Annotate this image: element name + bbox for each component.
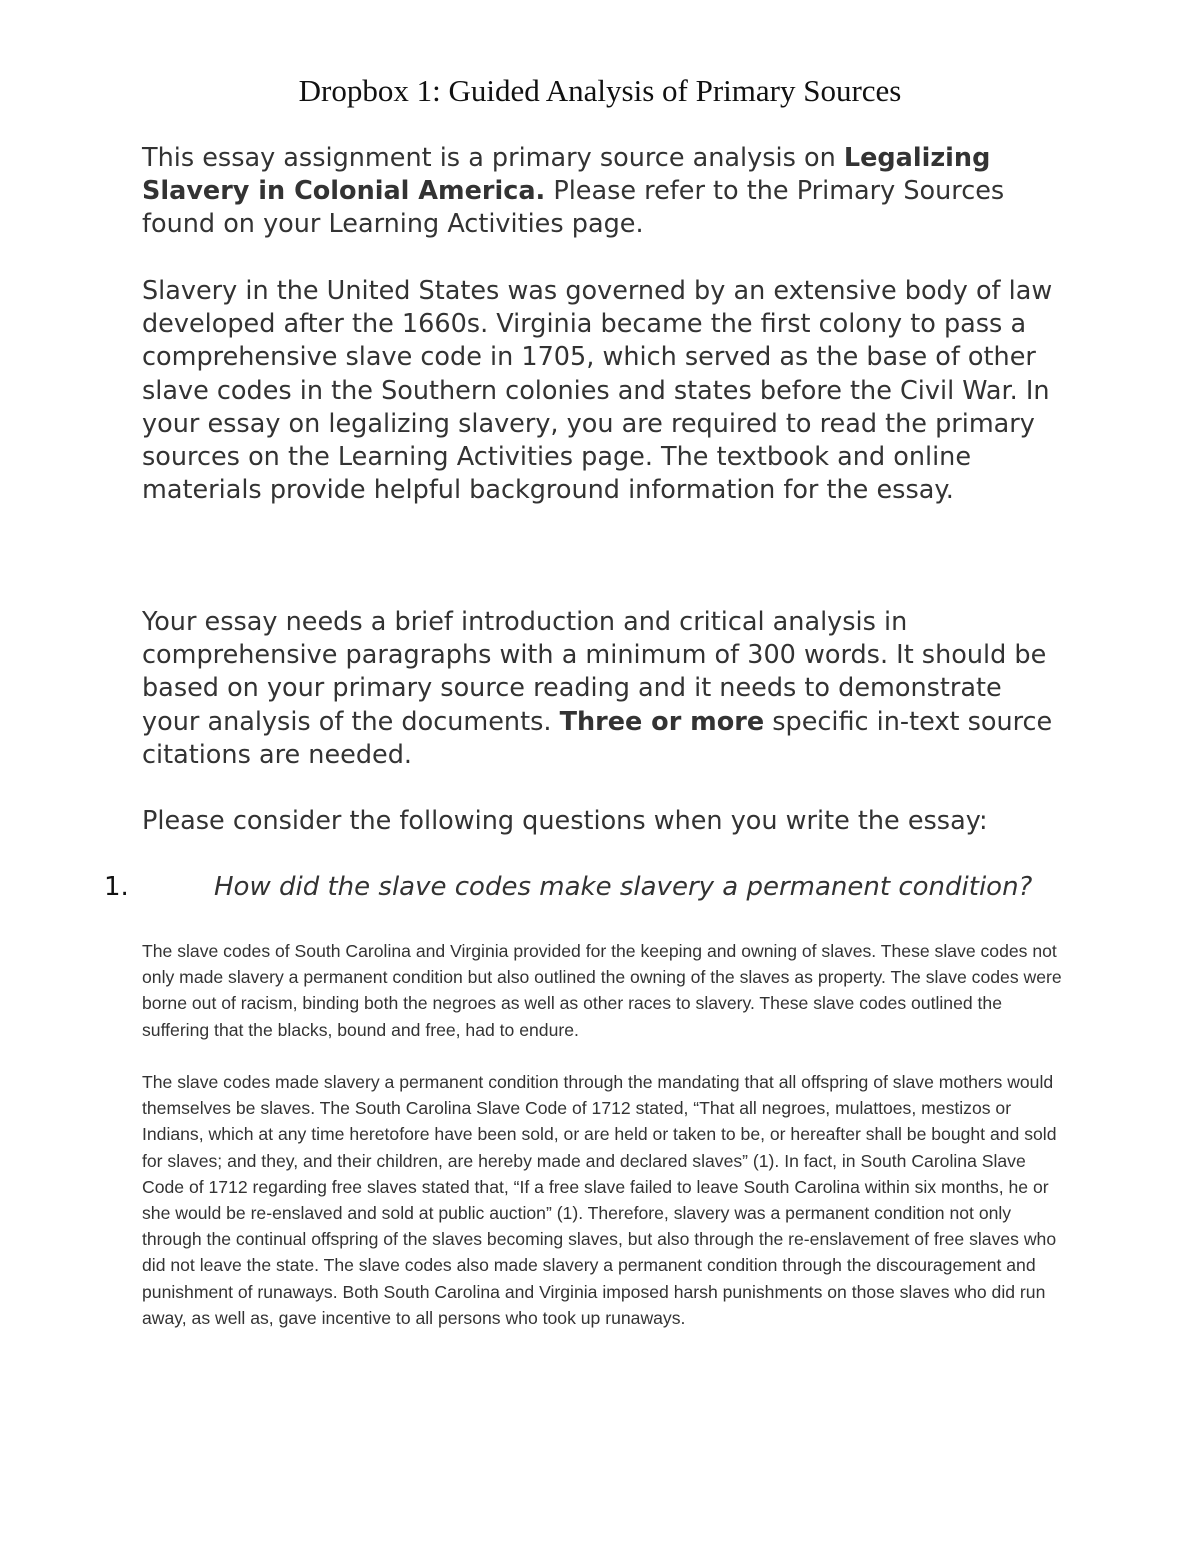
requirements-text: Your essay needs a brief introduction and critical analysis in comprehensive paragraphs with a minimum of 300 words. It should be based on your primary source reading and it needs to demonstrate your analysis of the documents. xyxy=(142,607,1047,737)
consider-paragraph: Please consider the following questions when you write the essay: xyxy=(142,806,988,836)
intro-instruction: Please refer to the Primary Sources found on your Learning Activities page. xyxy=(142,176,1005,240)
background-paragraph: Slavery in the United States was governed by an extensive body of law developed after the 1660s. Virginia became the first colony to pass a comprehensive slave code in 1705, which served as the base of other slave codes in the Southern colonies and states before the Civil War. In your essay on legalizing slavery, you are required to read the primary sources on the Learning Activities page. The textbook and online materials provide helpful background information for the essay. xyxy=(142,276,1053,506)
intro-paragraph xyxy=(142,142,1062,242)
question-number: 1. xyxy=(104,872,129,902)
question-text: How did the slave codes make slavery a permanent condition? xyxy=(214,872,1033,902)
intro-text: This essay assignment is a primary source analysis on xyxy=(142,143,844,173)
requirements-paragraph xyxy=(142,606,1062,772)
document-title: Dropbox 1: Guided Analysis of Primary Sources xyxy=(298,73,902,108)
intro-topic: Legalizing Slavery in Colonial America. xyxy=(142,143,991,207)
answer-paragraph-1: The slave codes of South Carolina and Virginia provided for the keeping and owning of slaves. These slave codes not only made slavery a permanent condition but also outlined the owning of the slaves as property. The slave codes were borne out of racism, binding both the negroes as well as other races to slavery. These slave codes outlined the suffering that the blacks, bound and free, had to endure. xyxy=(142,941,1062,1040)
requirements-citations: specific in-text source citations are needed. xyxy=(142,706,1053,770)
citation-count: Three or more xyxy=(559,706,765,737)
question-item xyxy=(104,871,1064,904)
answer-paragraph-2: The slave codes made slavery a permanent condition through the mandating that all offspring of slave mothers would themselves be slaves. The South Carolina Slave Code of 1712 stated, “That all negroes, mulattoes, mestizos or Indians, which at any time heretofore have been sold, or are held or taken to be, or hereafter shall be bought and sold for slaves; and they, and their children, are hereby made and declared slaves” (1). In fact, in South Carolina Slave Code of 1712 regarding free slaves stated that, “If a free slave failed to leave South Carolina within six months, he or she would be re-enslaved and sold at public auction” (1). Therefore, slavery was a permanent condition not only through the continual offspring of the slaves becoming slaves, but also through the re-enslavement of free slaves who did not leave the state. The slave codes also made slavery a permanent condition through the discouragement and punishment of runaways. Both South Carolina and Virginia imposed harsh punishments on those slaves who did run away, as well as, gave incentive to all persons who took up runaways. xyxy=(142,1072,1057,1328)
